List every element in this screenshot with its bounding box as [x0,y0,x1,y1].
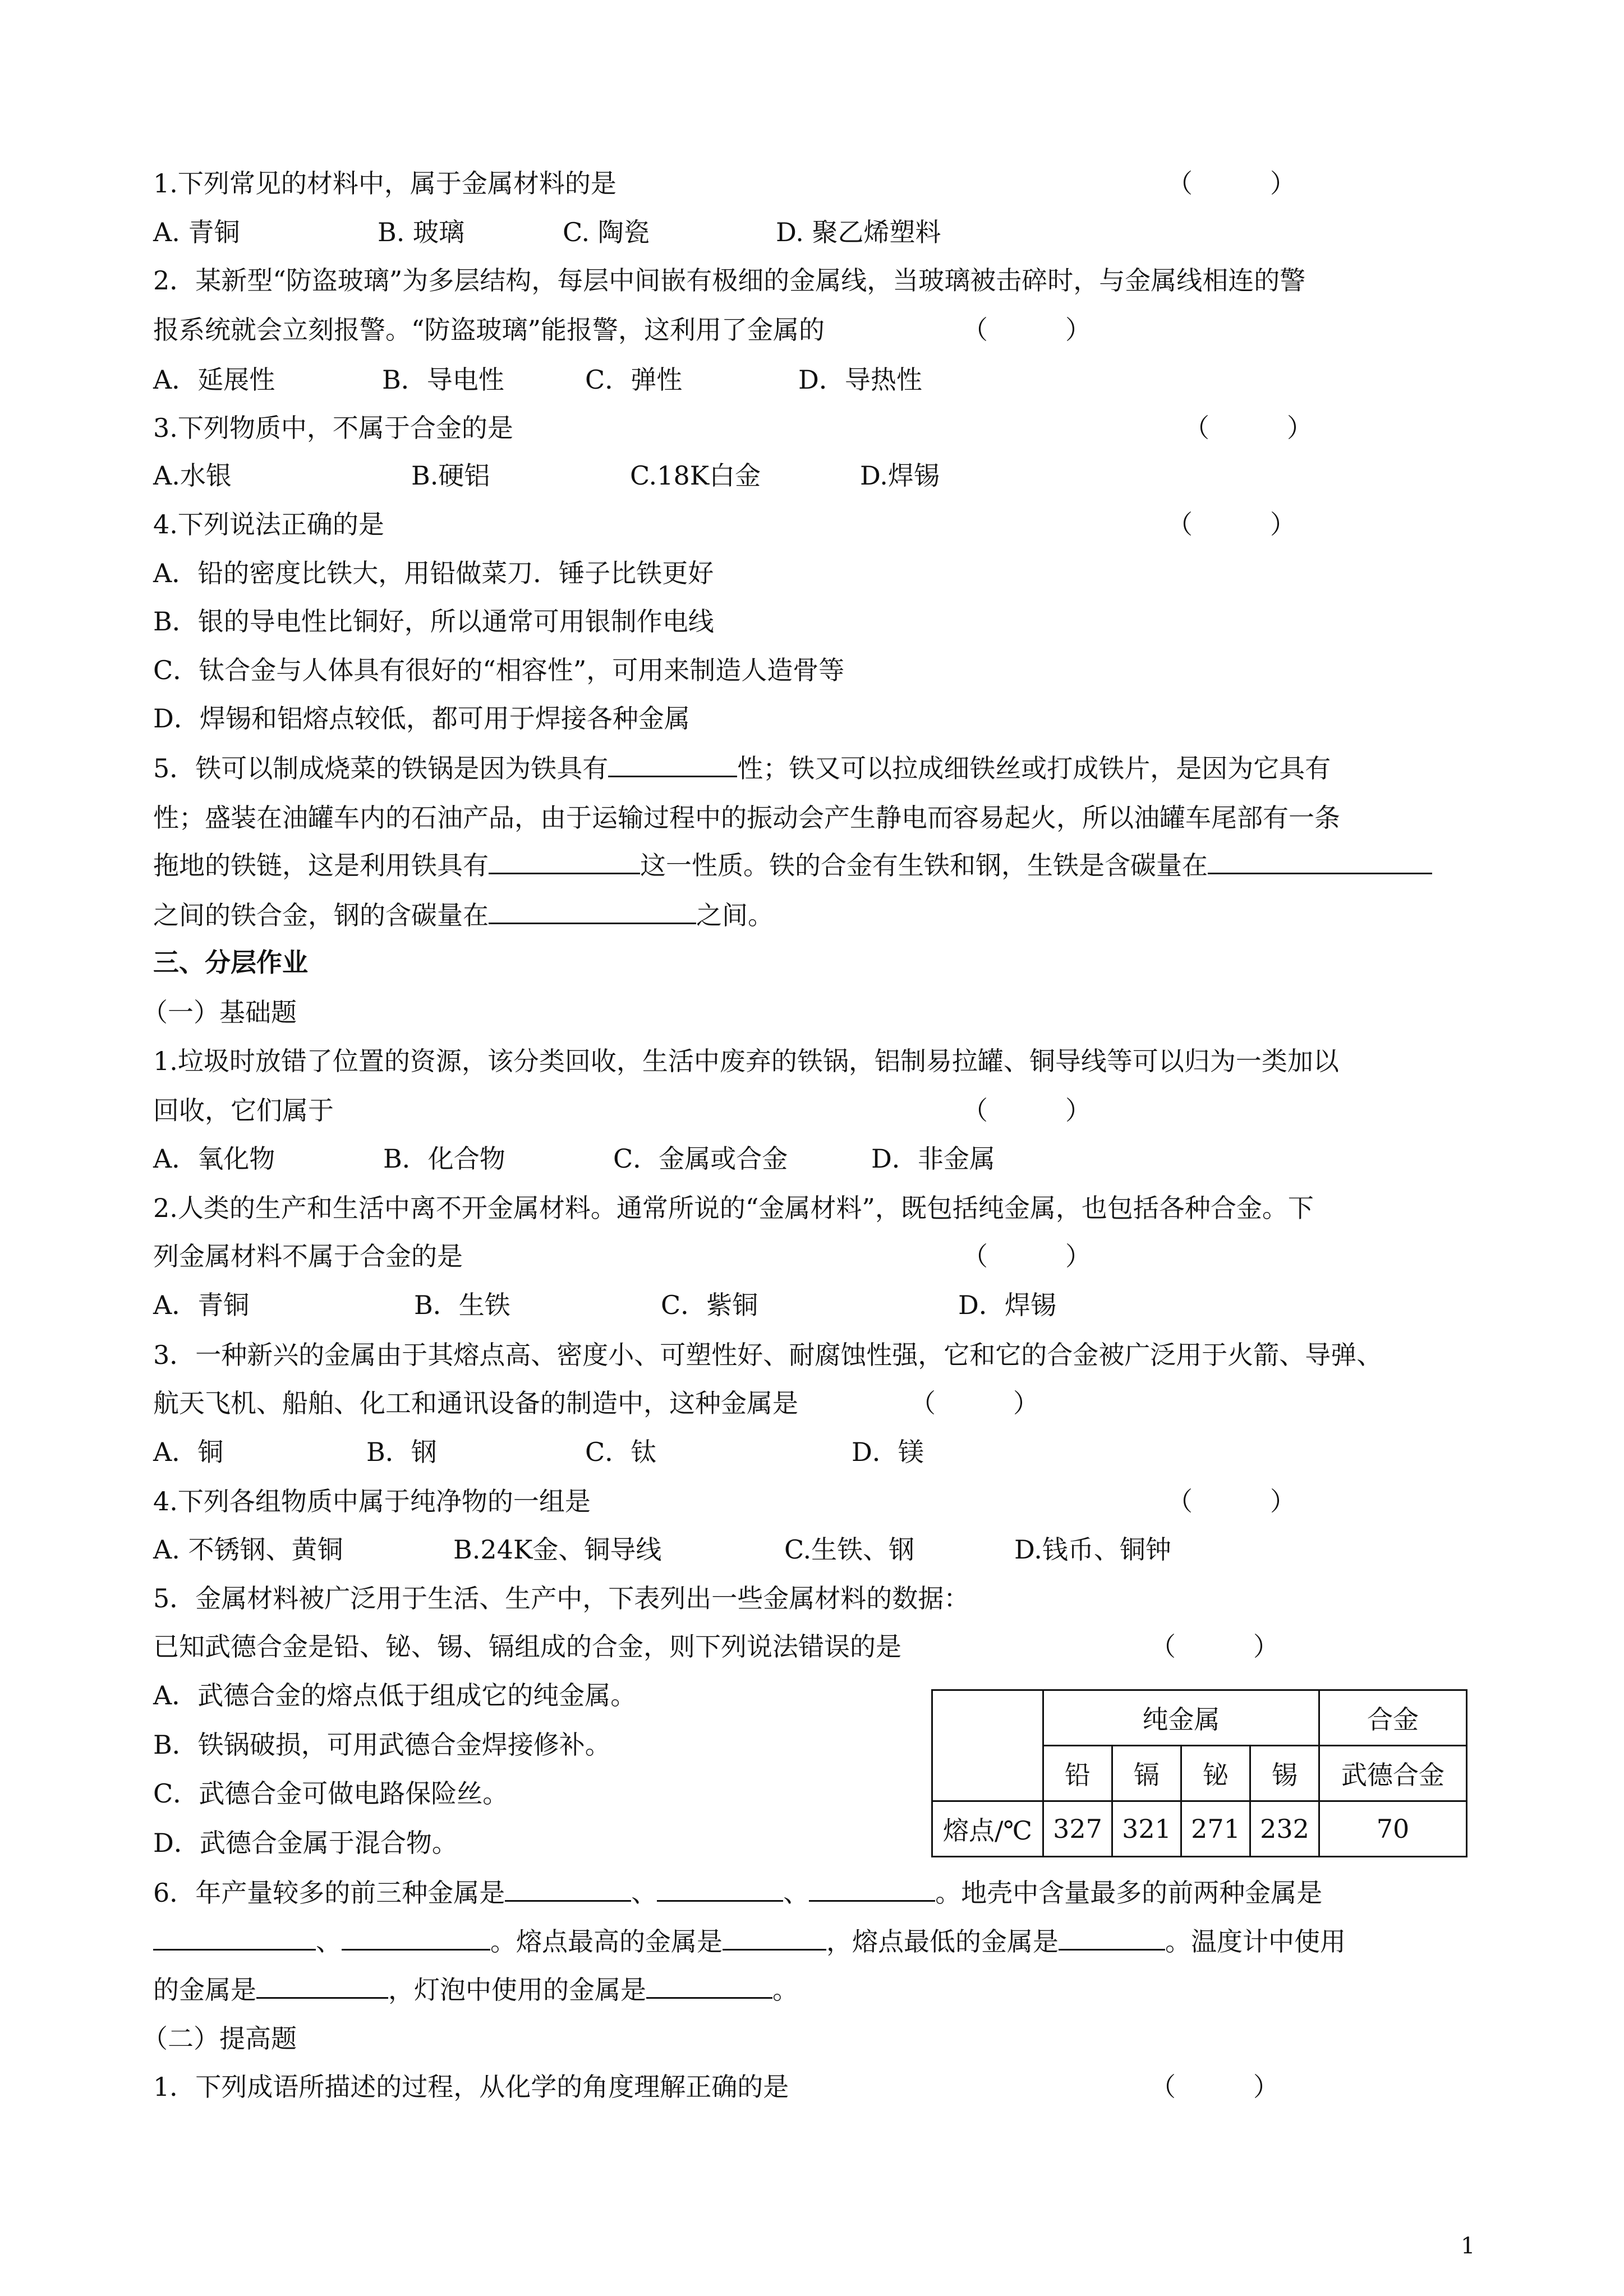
option-c: C．钛 [585,1437,657,1467]
question-4-option-a: A．铅的密度比铁大，用铅做菜刀．锤子比铁更好 [153,558,714,588]
answer-parens: （ ） [1167,509,1296,540]
metal-header: 镉 [1112,1746,1181,1801]
answer-parens: （ ） [1167,1486,1296,1516]
basic-question-3-line-1: 3．一种新兴的金属由于其熔点高、密度小、可塑性好、耐腐蚀性强，它和它的合金被广泛用于火箭、导弹、 [153,1340,1383,1370]
fill-in-blank[interactable] [608,753,737,777]
question-5-line-3 [153,849,1432,882]
question-1-options [153,215,941,249]
subsection-heading-basic: （一）基础题 [142,997,297,1027]
text-segment: 。地壳中含量最多的前两种金属是 [935,1878,1323,1908]
fill-in-blank[interactable] [809,1878,935,1902]
fill-in-blank[interactable] [489,900,696,924]
melting-point-value: 321 [1112,1801,1181,1857]
separator: 、 [783,1878,809,1908]
question-3: 3.下列物质中，不属于合金的是 [153,413,513,443]
basic-question-2-options [153,1288,1056,1322]
question-5-line-1 [153,751,1331,785]
basic-question-5-option-d: D．武德合金属于混合物。 [153,1828,458,1858]
option-c: C．紫铜 [661,1290,758,1320]
basic-question-5-line-2: 已知武德合金是铅、铋、锡、镉组成的合金，则下列说法错误的是 [153,1631,901,1662]
text-segment: 性；铁又可以拉成细铁丝或打成铁片，是因为它具有 [737,753,1331,783]
text-segment: ，熔点最低的金属是 [826,1926,1059,1957]
melting-point-table [931,1689,1467,1857]
fill-in-blank[interactable] [657,1878,783,1902]
fill-in-blank[interactable] [646,1975,772,1999]
option-a: A.水银 [153,460,232,491]
metal-header: 锡 [1250,1746,1319,1801]
option-a: A．铜 [153,1437,224,1467]
fill-in-blank[interactable] [505,1878,631,1902]
option-d: D．非金属 [871,1144,995,1174]
option-b: B.24K金、铜导线 [453,1534,662,1565]
section-heading: 三、分层作业 [153,947,308,978]
question-4: 4.下列说法正确的是 [153,509,384,540]
text-segment: 。 [772,1975,798,2005]
answer-parens: （ ） [962,1095,1091,1126]
advanced-question-1: 1．下列成语所描述的过程，从化学的角度理解正确的是 [153,2072,789,2102]
option-b: B．钢 [366,1437,437,1467]
option-b: B．化合物 [383,1144,505,1174]
question-3-options [153,459,940,492]
option-c: C. 陶瓷 [563,217,650,247]
basic-question-3-options [153,1435,924,1469]
alloy-melting-point: 70 [1319,1801,1467,1857]
basic-question-5-option-c: C．武德合金可做电路保险丝。 [153,1778,509,1809]
question-2-options [153,363,922,397]
option-d: D．镁 [852,1437,924,1467]
answer-parens: （ ） [962,1241,1091,1271]
metal-header: 铅 [1043,1746,1112,1801]
basic-question-1-options [153,1142,995,1175]
basic-question-2-line-1: 2.人类的生产和生活中离不开金属材料。通常所说的“金属材料”，既包括纯金属，也包括各种合金。下 [153,1193,1314,1223]
text-segment: 。温度计中使用 [1165,1926,1346,1957]
metal-header: 铋 [1181,1746,1250,1801]
basic-question-5-option-b: B．铁锅破损，可用武德合金焊接修补。 [153,1730,611,1760]
option-c: C．金属或合金 [613,1144,788,1174]
option-c: C．弹性 [585,365,683,395]
question-4-option-c: C．钛合金与人体具有很好的“相容性”，可用来制造人造骨等 [153,655,845,685]
basic-question-5-line-1: 5．金属材料被广泛用于生活、生产中，下表列出一些金属材料的数据： [153,1583,970,1613]
fill-in-blank[interactable] [1059,1926,1165,1951]
option-a: A．延展性 [153,365,275,395]
fill-in-blank[interactable] [1208,850,1432,874]
basic-question-6-line-2 [153,1925,1346,1958]
text-segment: 之间。 [696,900,774,930]
option-d: D.钱币、铜钟 [1014,1534,1171,1565]
fill-in-blank[interactable] [153,1926,316,1951]
basic-question-1-line-2: 回收，它们属于 [153,1095,334,1126]
alloy-header: 武德合金 [1319,1746,1467,1801]
question-4-option-d: D．焊锡和铝熔点较低，都可用于焊接各种金属 [153,703,690,734]
option-b: B．导电性 [382,365,504,395]
text-segment: 拖地的铁链，这是利用铁具有 [153,850,489,880]
basic-question-2-line-2: 列金属材料不属于合金的是 [153,1241,463,1271]
option-d: D．导热性 [798,365,922,395]
answer-parens: （ ） [1150,2072,1279,2102]
option-d: D．焊锡 [958,1290,1056,1320]
text-segment: ，灯泡中使用的金属是 [388,1975,646,2005]
option-b: B．生铁 [414,1290,510,1320]
question-1: 1.下列常见的材料中，属于金属材料的是 [153,168,617,199]
option-a: A．青铜 [153,1290,250,1320]
answer-parens: （ ） [1167,168,1296,199]
basic-question-3-line-2: 航天飞机、船舶、化工和通讯设备的制造中，这种金属是 [153,1388,798,1418]
basic-question-6-line-1 [153,1876,1322,1910]
option-b: B. 玻璃 [378,217,465,247]
text-segment: 5．铁可以制成烧菜的铁锅是因为铁具有 [153,753,609,783]
text-segment: 。熔点最高的金属是 [490,1926,723,1957]
question-2-line-2: 报系统就会立刻报警。“防盗玻璃”能报警，这利用了金属的 [153,315,825,345]
header-alloy: 合金 [1319,1690,1467,1746]
fill-in-blank[interactable] [342,1926,490,1951]
option-c: C.生铁、钢 [784,1534,915,1565]
question-5-line-2: 性；盛装在油罐车内的石油产品，由于运输过程中的振动会产生静电而容易起火，所以油罐车尾部有一条 [153,803,1340,833]
melting-point-value: 232 [1250,1801,1319,1857]
page-number: 1 [1461,2233,1475,2259]
option-c: C.18K白金 [630,460,761,491]
fill-in-blank[interactable] [256,1975,388,1999]
option-b: B.硬铝 [411,460,490,491]
answer-parens: （ ） [962,315,1091,345]
answer-parens: （ ） [910,1388,1039,1418]
text-segment: 之间的铁合金，钢的含碳量在 [153,900,489,930]
basic-question-4-options [153,1533,1171,1566]
text-segment: 的金属是 [153,1975,256,2005]
fill-in-blank[interactable] [723,1926,826,1951]
basic-question-5-option-a: A．武德合金的熔点低于组成它的纯金属。 [153,1680,637,1711]
table-corner-cell [932,1690,1043,1801]
option-a: A．氧化物 [153,1144,275,1174]
row-label: 熔点/℃ [932,1801,1043,1857]
melting-point-value: 327 [1043,1801,1112,1857]
fill-in-blank[interactable] [489,850,640,874]
melting-point-value: 271 [1181,1801,1250,1857]
option-a: A. 不锈钢、黄铜 [153,1534,343,1565]
option-d: D. 聚乙烯塑料 [776,217,941,247]
text-segment: 6．年产量较多的前三种金属是 [153,1878,505,1908]
answer-parens: （ ） [1150,1631,1279,1662]
option-a: A. 青铜 [153,217,240,247]
basic-question-4: 4.下列各组物质中属于纯净物的一组是 [153,1486,591,1516]
question-5-line-4 [153,898,774,932]
separator: 、 [316,1926,342,1957]
text-segment: 这一性质。铁的合金有生铁和钢，生铁是含碳量在 [640,850,1208,880]
header-pure-metals: 纯金属 [1043,1690,1319,1746]
basic-question-1-line-1: 1.垃圾时放错了位置的资源，该分类回收，生活中废弃的铁锅，铝制易拉罐、铜导线等可以归为一类加以 [153,1046,1339,1076]
subsection-heading-advanced: （二）提高题 [142,2023,297,2054]
option-d: D.焊锡 [860,460,940,491]
answer-parens: （ ） [1184,413,1313,443]
question-4-option-b: B．银的导电性比铜好，所以通常可用银制作电线 [153,606,714,637]
question-2-line-1: 2．某新型“防盗玻璃”为多层结构，每层中间嵌有极细的金属线，当玻璃被击碎时，与金属线相连的警 [153,265,1306,296]
basic-question-6-line-3 [153,1973,798,2007]
separator: 、 [631,1878,657,1908]
